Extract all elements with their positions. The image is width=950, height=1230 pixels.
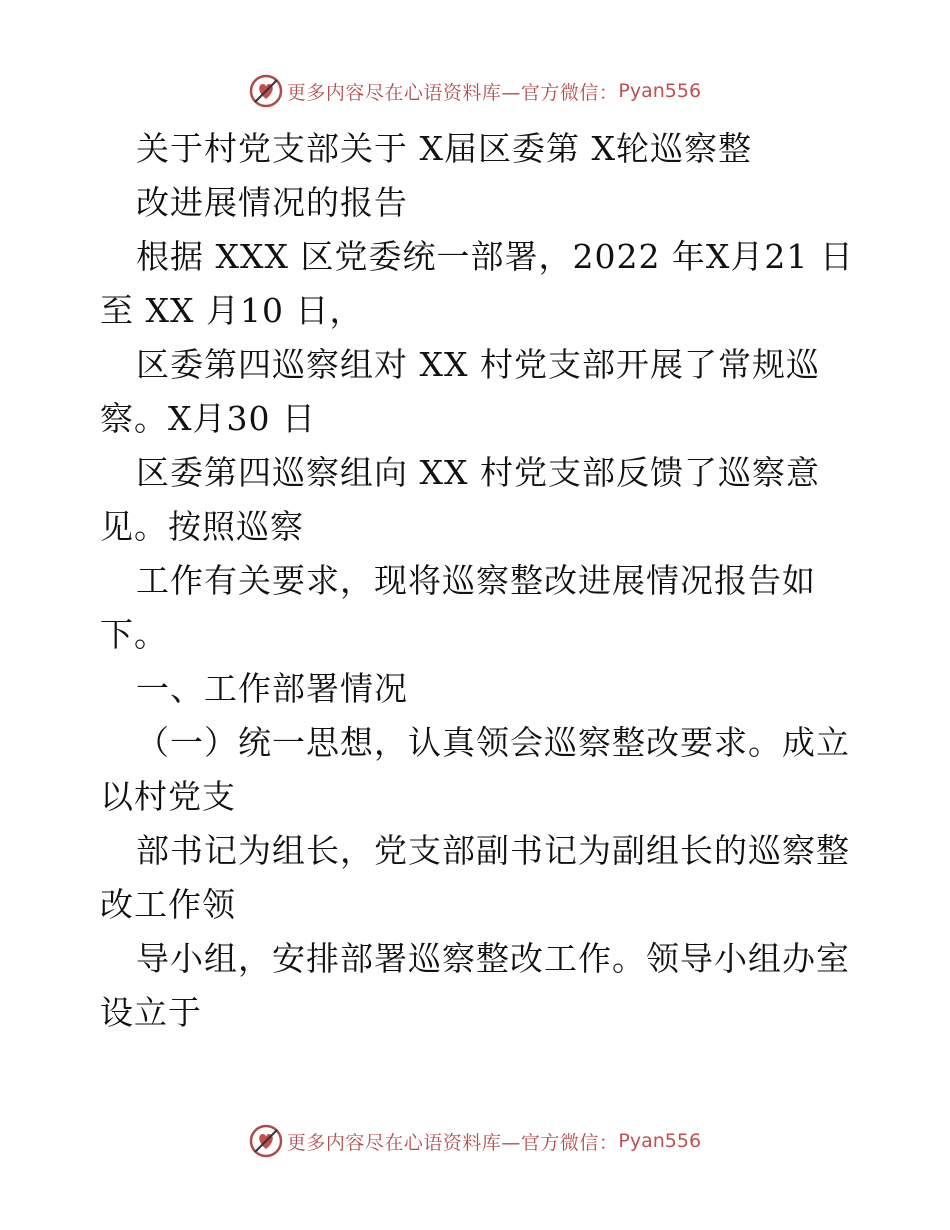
text-line: 下。	[100, 615, 168, 654]
watermark-wechat-id: Pyan556	[618, 80, 702, 102]
text-line: 根据 XXX 区党委统一部署，2022 年X月21 日	[136, 237, 854, 276]
watermark-wechat-id: Pyan556	[618, 1130, 702, 1152]
heart-logo-icon	[249, 74, 283, 108]
watermark-text: 更多内容尽在心语资料库—官方微信：	[286, 81, 619, 104]
text-line: （一）统一思想，认真领会巡察整改要求。成立	[136, 723, 850, 762]
text-line: 区委第四巡察组对 XX 村党支部开展了常规巡	[136, 345, 820, 384]
text-line: 见。按照巡察	[100, 507, 304, 546]
footer-watermark	[0, 1123, 950, 1159]
text-line: 部书记为组长，党支部副书记为副组长的巡察整	[136, 831, 850, 870]
document-body	[100, 122, 860, 1040]
watermark-text: 更多内容尽在心语资料库—官方微信：	[286, 1131, 619, 1154]
heart-logo-icon	[249, 1124, 283, 1158]
section-heading: 一、工作部署情况	[136, 669, 408, 708]
text-line: 设立于	[100, 993, 202, 1032]
text-line: 以村党支	[100, 777, 236, 816]
text-line: 区委第四巡察组向 XX 村党支部反馈了巡察意	[136, 453, 820, 492]
text-line: 改进展情况的报告	[136, 183, 408, 222]
text-line: 工作有关要求，现将巡察整改进展情况报告如	[136, 561, 816, 600]
text-line: 关于村党支部关于 X届区委第 X轮巡察整	[136, 129, 752, 168]
text-line: 改工作领	[100, 885, 236, 924]
text-line: 察。X月30 日	[100, 399, 316, 438]
text-line: 导小组，安排部署巡察整改工作。领导小组办室	[136, 939, 850, 978]
header-watermark	[0, 73, 950, 109]
text-line: 至 XX 月10 日，	[100, 291, 364, 330]
